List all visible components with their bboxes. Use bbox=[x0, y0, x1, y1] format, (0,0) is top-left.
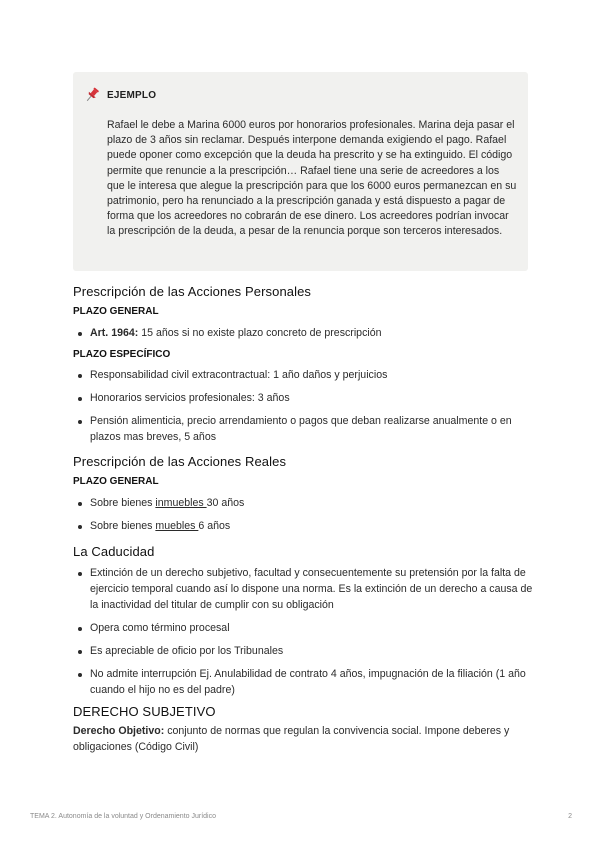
article-ref: Art. 1964: bbox=[90, 327, 139, 339]
heading-acciones-personales: Prescripción de las Acciones Personales bbox=[73, 284, 312, 299]
footer-text: TEMA 2. Autonomía de la voluntad y Ordenamiento Jurídico bbox=[30, 813, 216, 820]
list-item bbox=[73, 325, 533, 341]
list-item: Honorarios servicios profesionales: 3 años bbox=[73, 390, 533, 406]
list-plazo-general-reales bbox=[73, 495, 533, 541]
paragraph-text: conjunto de normas que regulan la convivencia social. Impone deberes y obligaciones (Código Civil) bbox=[73, 725, 510, 753]
list-item bbox=[73, 518, 533, 534]
underlined-term-inmuebles: inmuebles bbox=[155, 497, 207, 509]
term-derecho-objetivo: Derecho Objetivo: bbox=[73, 725, 165, 737]
callout-body: Rafael le debe a Marina 6000 euros por honorarios profesionales. Marina deja pasar el plazo de 3 años sin reclamar. Después interpone demanda exigiendo el pago. Rafael puede oponer como excepción que la deuda ha prescrito y se ha extinguido. El código permite que renuncie a la prescripción… Rafael tiene una serie de acreedores a los que le interesa que alegue la prescripción para que los 6000 euros permanezcan en su patrimonio, pero ha renunciado a la prescripción ganada y está dispuesto a pagar de forma que los acreedores no cobrarán de ese dinero. Los acreedores podrían invocar la prescripción de la deuda, a pesar de la renuncia porque son terceros interesados. bbox=[107, 119, 517, 238]
heading-derecho-subjetivo: DERECHO SUBJETIVO bbox=[73, 704, 216, 719]
list-item-text: Sobre bienes bbox=[90, 497, 156, 509]
list-item-text: 30 años bbox=[206, 497, 245, 509]
list-item: Extinción de un derecho subjetivo, facultad y consecuentemente su pretensión por la falta de ejercicio temporal cuando así lo dispone una norma. Es la extinción de un derecho a causa de la inactividad del titular de cumplir con su obligación bbox=[73, 565, 533, 613]
example-callout bbox=[73, 72, 528, 271]
page-number: 2 bbox=[568, 813, 572, 820]
list-item-text: 6 años bbox=[198, 520, 231, 532]
paragraph-derecho-objetivo bbox=[73, 723, 528, 755]
list-item-text: 15 años si no existe plazo concreto de prescripción bbox=[138, 327, 382, 339]
list-caducidad bbox=[73, 565, 533, 705]
list-plazo-general-personales bbox=[73, 325, 533, 348]
callout-title: EJEMPLO bbox=[107, 90, 157, 101]
subheading-plazo-general-reales: PLAZO GENERAL bbox=[73, 476, 159, 487]
pushpin-icon bbox=[83, 86, 101, 104]
list-item bbox=[73, 495, 533, 511]
heading-acciones-reales: Prescripción de las Acciones Reales bbox=[73, 454, 287, 469]
list-item: Responsabilidad civil extracontractual: 1 año daños y perjuicios bbox=[73, 367, 533, 383]
list-item: Opera como término procesal bbox=[73, 620, 533, 636]
list-item: Pensión alimenticia, precio arrendamiento o pagos que deban realizarse anualmente o en plazos mas breves, 5 años bbox=[73, 413, 533, 445]
subheading-plazo-especifico: PLAZO ESPECÍFICO bbox=[73, 349, 171, 360]
underlined-term-muebles: muebles bbox=[155, 520, 199, 532]
list-item: Es apreciable de oficio por los Tribunales bbox=[73, 643, 533, 659]
list-plazo-especifico bbox=[73, 367, 533, 452]
subheading-plazo-general-personales: PLAZO GENERAL bbox=[73, 306, 159, 317]
list-item-text: Sobre bienes bbox=[90, 520, 156, 532]
list-item: No admite interrupción Ej. Anulabilidad de contrato 4 años, impugnación de la filiación (1 año cuando el hijo no es del padre) bbox=[73, 666, 533, 698]
heading-caducidad: La Caducidad bbox=[73, 544, 155, 559]
